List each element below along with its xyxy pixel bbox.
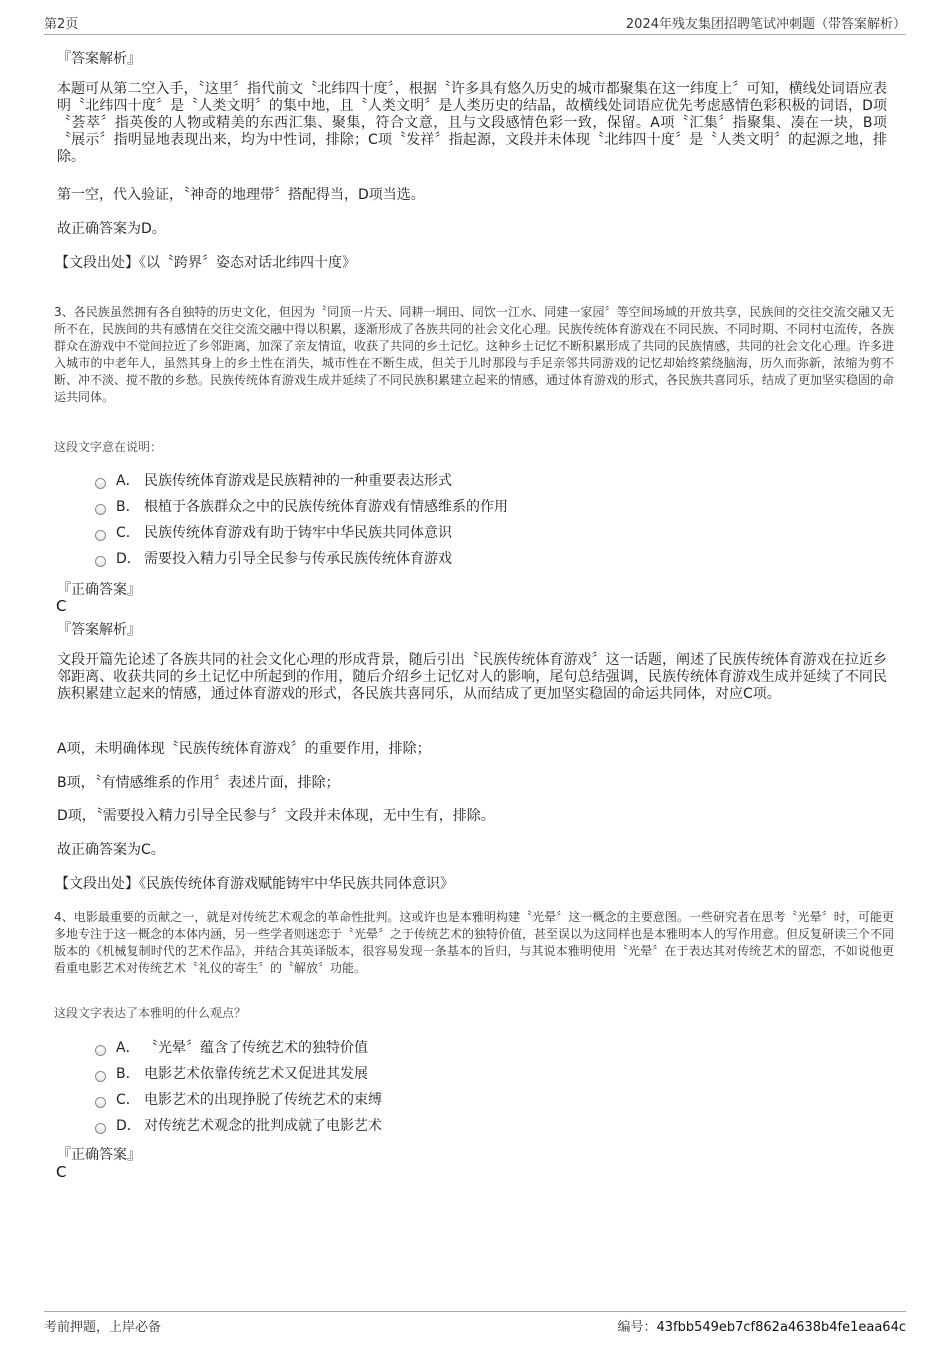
q4-answer-label: 『正确答案』 xyxy=(57,1147,141,1163)
option-letter: B． xyxy=(116,499,140,515)
q3-exclude-a: A项，未明确体现〝民族传统体育游戏〞的重要作用，排除； xyxy=(57,741,431,757)
q3-prompt: 这段文字意在说明： xyxy=(54,440,163,454)
q4-answer: C xyxy=(56,1163,67,1181)
q2-first-blank-note: 第一空，代入验证，〝神奇的地理带〞搭配得当，D项当选。 xyxy=(57,187,425,203)
q3-analysis-paragraph: 文段开篇先论述了各族共同的社会文化心理的形成背景，随后引出〝民族传统体育游戏〞这一话题，阐述了民族传统体育游戏在拉近乡邻距离、收获共同的乡土记忆中所起到的作用，随后介绍乡土记忆对人的影响，尾句总结强调，民族传统体育游戏生成并延续了不同民族积累建立起来的情感，通过体育游戏的形式，各民族共喜同乐，从而结成了更加坚实稳固的命运共同体，对应C项。 xyxy=(57,652,887,702)
q3-source: 【文段出处】《民族传统体育游戏赋能铸牢中华民族共同体意识》 xyxy=(55,876,454,892)
radio-button-icon[interactable] xyxy=(95,1097,106,1108)
page-number: 第2页 xyxy=(44,17,79,32)
option-letter: C． xyxy=(116,525,140,541)
option-letter: B． xyxy=(116,1066,140,1082)
page-header xyxy=(44,12,906,35)
radio-button-icon[interactable] xyxy=(95,504,106,515)
q3-answer-label: 『正确答案』 xyxy=(57,582,141,598)
q3-conclusion: 故正确答案为C。 xyxy=(57,842,165,858)
q3-analysis-label: 『答案解析』 xyxy=(57,622,141,638)
q4-prompt: 这段文字表达了本雅明的什么观点？ xyxy=(54,1006,247,1020)
q3-option-c[interactable] xyxy=(95,519,508,545)
option-text: 电影艺术依靠传统艺术又促进其发展 xyxy=(144,1066,368,1082)
q4-option-c[interactable] xyxy=(95,1086,382,1112)
q3-option-a[interactable] xyxy=(95,467,508,493)
radio-button-icon[interactable] xyxy=(95,1045,106,1056)
radio-button-icon[interactable] xyxy=(95,556,106,567)
q3-answer: C xyxy=(56,597,67,615)
q2-conclusion: 故正确答案为D。 xyxy=(57,221,166,237)
option-letter: D． xyxy=(116,551,141,567)
option-letter: D． xyxy=(116,1118,141,1134)
q3-options xyxy=(95,467,508,571)
radio-button-icon[interactable] xyxy=(95,530,106,541)
radio-button-icon[interactable] xyxy=(95,1071,106,1082)
option-text: 电影艺术的出现挣脱了传统艺术的束缚 xyxy=(144,1092,382,1108)
q3-passage: 3、各民族虽然拥有各自独特的历史文化，但因为〝同顶一片天、同耕一垌田、同饮一江水、同建一家园〞等空间场域的开放共享，民族间的交往交流交融又无所不在，民族间的共有感情在交往交流交融中得以积累，逐渐形成了各族共同的社会文化心理。民族传统体育游戏在不同民族、不同时期、不同村屯流传，各族群众在游戏中不觉间拉近了乡邻距离，加深了亲友情谊，收获了共同的乡土记忆。这种乡土记忆不断积累形成了共同的民族情感，共同的社会文化心理。许多进入城市的中老年人，虽然其身上的乡土性在消失，城市性在不断生成，但关于儿时那段与手足亲邻共同游戏的记忆却始终萦绕脑海，历久而弥新，浓缩为剪不断、冲不淡、搅不散的乡愁。民族传统体育游戏生成并延续了不同民族积累建立起来的情感，通过体育游戏的形式，各民族共喜同乐，结成了更加坚实稳固的命运共同体。 xyxy=(54,305,895,404)
q2-analysis-paragraph: 本题可从第二空入手，〝这里〞指代前文〝北纬四十度〞，根据〝许多具有悠久历史的城市都聚集在这一纬度上〞可知，横线处词语应表明〝北纬四十度〞是〝人类文明〞的集中地，且〝人类文明〞是人类历史的结晶，故横线处词语应优先考虑感情色彩积极的词语，D项〝荟萃〞指英俊的人物或精美的东西汇集、聚集，符合文意，且与文段感情色彩一致，保留。A项〝汇集〞指聚集、凑在一块，B项〝展示〞指明显地表现出来，均为中性词，排除；C项〝发祥〞指起源，文段并未体现〝北纬四十度〞是〝人类文明〞的起源之地，排除。 xyxy=(57,81,887,165)
q2-source: 【文段出处】《以〝跨界〞姿态对话北纬四十度》 xyxy=(55,255,356,271)
q3-exclude-b: B项，〝有情感维系的作用〞表述片面，排除； xyxy=(57,775,340,791)
option-letter: A． xyxy=(116,473,140,489)
q3-option-b[interactable] xyxy=(95,493,508,519)
q4-option-d[interactable] xyxy=(95,1112,382,1138)
option-text: 对传统艺术观念的批判成就了电影艺术 xyxy=(144,1118,382,1134)
page-footer xyxy=(44,1311,906,1336)
radio-button-icon[interactable] xyxy=(95,1123,106,1134)
document-code xyxy=(617,1316,906,1335)
q4-passage: 4、电影最重要的贡献之一，就是对传统艺术观念的革命性批判。这或许也是本雅明构建〝光晕〞这一概念的主要意图。一些研究者在思考〝光晕〞时，可能更多地专注于这一概念的本体内涵，另一些学者则迷恋于〝光晕〞之于传统艺术的独特价值，甚至误以为这同样也是本雅明本人的写作用意。但反复研读三个不同版本的《机械复制时代的艺术作品》，并结合其英译版本，很容易发现一条基本的旨归，与其说本雅明使用〝光晕〞在于表达其对传统艺术的留恋，不如说他更看重电影艺术对传统艺术〝礼仪的寄生〞的〝解放〞功能。 xyxy=(54,910,895,975)
option-text: 民族传统体育游戏有助于铸牢中华民族共同体意识 xyxy=(144,525,452,541)
q3-option-d[interactable] xyxy=(95,545,508,571)
footer-slogan: 考前押题，上岸必备 xyxy=(44,1319,162,1335)
q3-exclude-d: D项，〝需要投入精力引导全民参与〞文段并未体现，无中生有，排除。 xyxy=(57,808,495,824)
option-text: 民族传统体育游戏是民族精神的一种重要表达形式 xyxy=(144,473,452,489)
document-code-value: 43fbb549eb7cf862a4638b4fe1eaa64c xyxy=(656,1319,906,1335)
option-text: 〝光晕〞蕴含了传统艺术的独特价值 xyxy=(144,1040,368,1056)
radio-button-icon[interactable] xyxy=(95,478,106,489)
option-letter: C． xyxy=(116,1092,140,1108)
option-text: 根植于各族群众之中的民族传统体育游戏有情感维系的作用 xyxy=(144,499,508,515)
q4-option-b[interactable] xyxy=(95,1060,382,1086)
option-letter: A． xyxy=(116,1040,140,1056)
q2-analysis-label: 『答案解析』 xyxy=(57,51,141,67)
document-code-label: 编号： xyxy=(617,1319,657,1335)
option-text: 需要投入精力引导全民参与传承民族传统体育游戏 xyxy=(144,551,452,567)
document-title: 2024年残友集团招聘笔试冲刺题（带答案解析） xyxy=(625,17,906,32)
q4-option-a[interactable] xyxy=(95,1034,382,1060)
q4-options xyxy=(95,1034,382,1138)
